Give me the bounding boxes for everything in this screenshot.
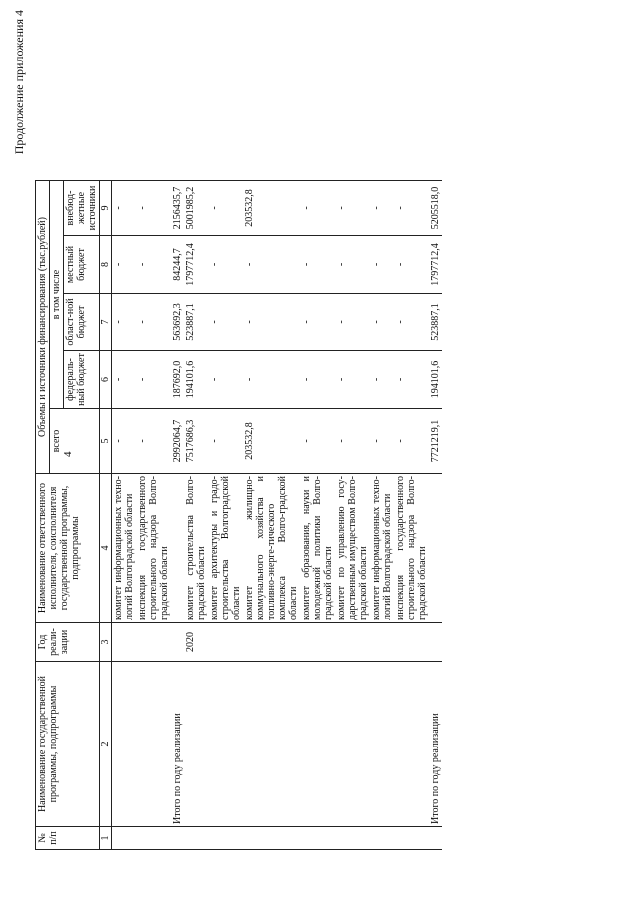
- column-number: 5: [100, 409, 112, 474]
- cell-program: Итого по году реализации: [429, 662, 442, 827]
- cell-regional: -: [136, 294, 171, 351]
- cell-no: [370, 827, 394, 850]
- cell-extra: -: [370, 181, 394, 236]
- cell-program: [370, 662, 394, 827]
- cell-year: [112, 623, 137, 662]
- column-number: 4: [100, 474, 112, 623]
- cell-year: [335, 623, 370, 662]
- cell-federal: -: [335, 351, 370, 409]
- funding-table: [35, 180, 442, 850]
- table-row: [394, 181, 429, 850]
- cell-extra: -: [136, 181, 171, 236]
- table-row: [370, 181, 394, 850]
- cell-program: [184, 662, 208, 827]
- header-extra: внебюд-жетные источники: [64, 181, 100, 236]
- cell-regional: -: [243, 294, 300, 351]
- cell-year: [300, 623, 335, 662]
- cell-total: -: [136, 409, 171, 474]
- column-number: 7: [100, 294, 112, 351]
- table-row: [335, 181, 370, 850]
- cell-local: -: [112, 236, 137, 294]
- cell-regional: -: [300, 294, 335, 351]
- cell-executor: комитет жилищно-коммунального хозяйства и топливно-энерге-тического комплекса Волго-градской области: [243, 474, 300, 623]
- cell-total: -: [112, 409, 137, 474]
- column-numbers-row: [100, 181, 112, 850]
- cell-no: [171, 827, 184, 850]
- cell-regional: -: [208, 294, 243, 351]
- header-total: всего: [50, 409, 100, 474]
- cell-local: -: [335, 236, 370, 294]
- cell-local: 84244,7: [171, 236, 184, 294]
- cell-executor: комитет информационных техно-логий Волгоградской области: [112, 474, 137, 623]
- cell-extra: -: [394, 181, 429, 236]
- cell-regional: -: [335, 294, 370, 351]
- cell-extra: 5205518,0: [429, 181, 442, 236]
- cell-year: [171, 623, 184, 662]
- cell-executor: комитет информационных техно-логий Волгоградской области: [370, 474, 394, 623]
- cell-extra: 5001985,2: [184, 181, 208, 236]
- header-incl: в том числе: [50, 181, 64, 409]
- cell-no: [184, 827, 208, 850]
- cell-federal: -: [394, 351, 429, 409]
- cell-year: [136, 623, 171, 662]
- cell-program: [208, 662, 243, 827]
- header-federal: федераль-ный бюджет: [64, 351, 100, 409]
- table-row: [136, 181, 171, 850]
- cell-executor: инспекция государственного строительного надзора Волго-градской области: [136, 474, 171, 623]
- cell-extra: 2156435,7: [171, 181, 184, 236]
- header-executor: Наименование ответственного исполнителя, соисполнителя государственной программы, подпрограммы: [36, 474, 100, 623]
- cell-regional: -: [394, 294, 429, 351]
- cell-program: Итого по году реализации: [171, 662, 184, 827]
- cell-extra: -: [300, 181, 335, 236]
- cell-federal: 194101,6: [429, 351, 442, 409]
- cell-federal: -: [243, 351, 300, 409]
- cell-regional: 523887,1: [184, 294, 208, 351]
- page-number: 4: [62, 451, 74, 457]
- table-row: [184, 181, 208, 850]
- cell-regional: 563692,3: [171, 294, 184, 351]
- cell-regional: -: [112, 294, 137, 351]
- column-number: 3: [100, 623, 112, 662]
- continuation-title: Продолжение приложения 4: [12, 10, 26, 155]
- cell-total: -: [394, 409, 429, 474]
- cell-no: [243, 827, 300, 850]
- table-row: [243, 181, 300, 850]
- header-funding: Объемы и источники финансирования (тыс.рублей): [36, 181, 50, 474]
- cell-total: 2992064,7: [171, 409, 184, 474]
- cell-year: [208, 623, 243, 662]
- cell-program: [394, 662, 429, 827]
- cell-local: -: [300, 236, 335, 294]
- cell-local: -: [370, 236, 394, 294]
- cell-extra: -: [208, 181, 243, 236]
- cell-federal: 194101,6: [184, 351, 208, 409]
- cell-program: [243, 662, 300, 827]
- cell-federal: -: [370, 351, 394, 409]
- cell-local: -: [394, 236, 429, 294]
- cell-federal: -: [112, 351, 137, 409]
- cell-executor: [429, 474, 442, 623]
- cell-program: [335, 662, 370, 827]
- cell-program: [300, 662, 335, 827]
- cell-local: -: [243, 236, 300, 294]
- column-number: 2: [100, 662, 112, 827]
- cell-total: -: [300, 409, 335, 474]
- cell-extra: -: [112, 181, 137, 236]
- cell-local: -: [136, 236, 171, 294]
- cell-federal: -: [136, 351, 171, 409]
- cell-extra: -: [335, 181, 370, 236]
- cell-extra: 203532,8: [243, 181, 300, 236]
- cell-no: [394, 827, 429, 850]
- column-number: 1: [100, 827, 112, 850]
- cell-no: [300, 827, 335, 850]
- cell-year: [394, 623, 429, 662]
- cell-year: [370, 623, 394, 662]
- table-row: [208, 181, 243, 850]
- cell-no: [136, 827, 171, 850]
- header-regional: област-ной бюджет: [64, 294, 100, 351]
- cell-total: 203532,8: [243, 409, 300, 474]
- table-row: [112, 181, 137, 850]
- cell-no: [208, 827, 243, 850]
- cell-no: [429, 827, 442, 850]
- cell-local: -: [208, 236, 243, 294]
- cell-local: 1797712,4: [429, 236, 442, 294]
- column-number: 6: [100, 351, 112, 409]
- cell-total: 7517686,3: [184, 409, 208, 474]
- table-row: [300, 181, 335, 850]
- table-row: [429, 181, 442, 850]
- cell-executor: комитет строительства Волго-градской области: [184, 474, 208, 623]
- cell-executor: инспекция государственного строительного надзора Волго-градской области: [394, 474, 429, 623]
- cell-executor: [171, 474, 184, 623]
- cell-total: 7721219,1: [429, 409, 442, 474]
- column-number: 9: [100, 181, 112, 236]
- cell-federal: 187692,0: [171, 351, 184, 409]
- cell-year: [429, 623, 442, 662]
- cell-no: [112, 827, 137, 850]
- header-year: Год реали-зации: [36, 623, 100, 662]
- cell-total: -: [208, 409, 243, 474]
- table-body: [112, 181, 443, 850]
- cell-federal: -: [208, 351, 243, 409]
- header-local: местный бюджет: [64, 236, 100, 294]
- cell-local: 1797712,4: [184, 236, 208, 294]
- cell-regional: 523887,1: [429, 294, 442, 351]
- cell-year: 2020: [184, 623, 208, 662]
- cell-total: -: [335, 409, 370, 474]
- header-no: № п/п: [36, 827, 100, 850]
- header-program: Наименование государственной программы, подпрограммы: [36, 662, 100, 827]
- table-row: [171, 181, 184, 850]
- cell-year: [243, 623, 300, 662]
- cell-executor: комитет архитектуры и градо-строительства Волгоградской области: [208, 474, 243, 623]
- cell-federal: -: [300, 351, 335, 409]
- cell-program: [112, 662, 137, 827]
- column-number: 8: [100, 236, 112, 294]
- cell-executor: комитет по управлению госу-дарственным имуществом Волго-градской области: [335, 474, 370, 623]
- cell-total: -: [370, 409, 394, 474]
- cell-no: [335, 827, 370, 850]
- cell-program: [136, 662, 171, 827]
- cell-regional: -: [370, 294, 394, 351]
- cell-executor: комитет образования, науки и молодежной политики Волго-градской области: [300, 474, 335, 623]
